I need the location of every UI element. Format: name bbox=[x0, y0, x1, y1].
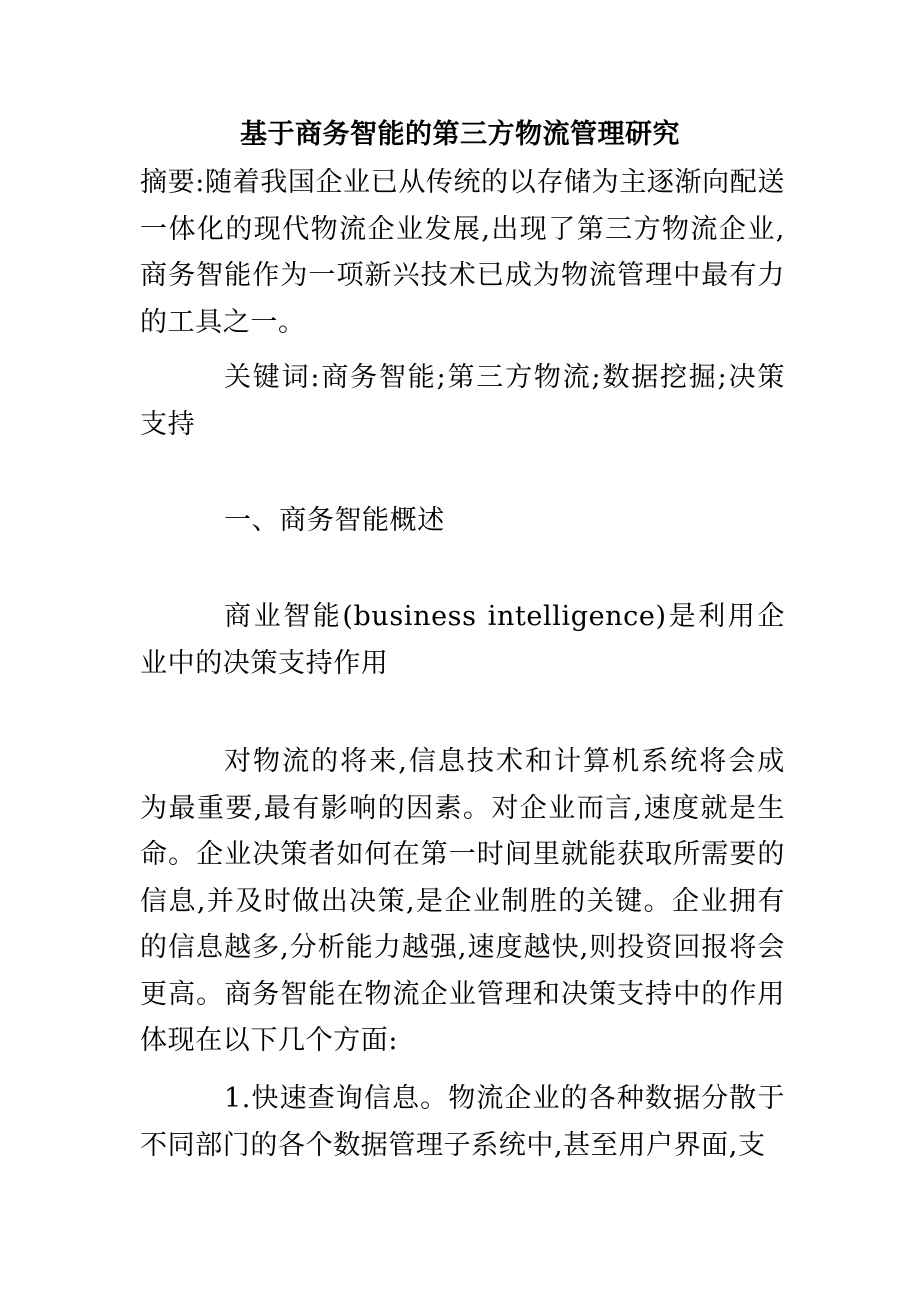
abstract-paragraph: 摘要:随着我国企业已从传统的以存储为主逐渐向配送一体化的现代物流企业发展,出现了第三方物流企业,商务智能作为一项新兴技术已成为物流管理中最有力的工具之一。 bbox=[140, 167, 785, 338]
keywords-paragraph: 关键词:商务智能;第三方物流;数据挖掘;决策支持 bbox=[140, 362, 785, 440]
body-paragraph: 1.快速查询信息。物流企业的各种数据分散于不同部门的各个数据管理子系统中,甚至用户界面,支 bbox=[140, 1083, 785, 1161]
section-heading: 一、商务智能概述 bbox=[224, 505, 445, 536]
document-title: 基于商务智能的第三方物流管理研究 bbox=[240, 119, 680, 150]
body-paragraph: 商业智能(business intelligence)是利用企业中的决策支持作用 bbox=[140, 601, 785, 679]
body-paragraph: 对物流的将来,信息技术和计算机系统将会成为最重要,最有影响的因素。对企业而言,速度就是生命。企业决策者如何在第一时间里就能获取所需要的信息,并及时做出决策,是企业制胜的关键。企业拥有的信息越多,分析能力越强,速度越快,则投资回报将会更高。商务智能在物流企业管理和决策支持中的作用体现在以下几个方面: bbox=[140, 746, 785, 1056]
